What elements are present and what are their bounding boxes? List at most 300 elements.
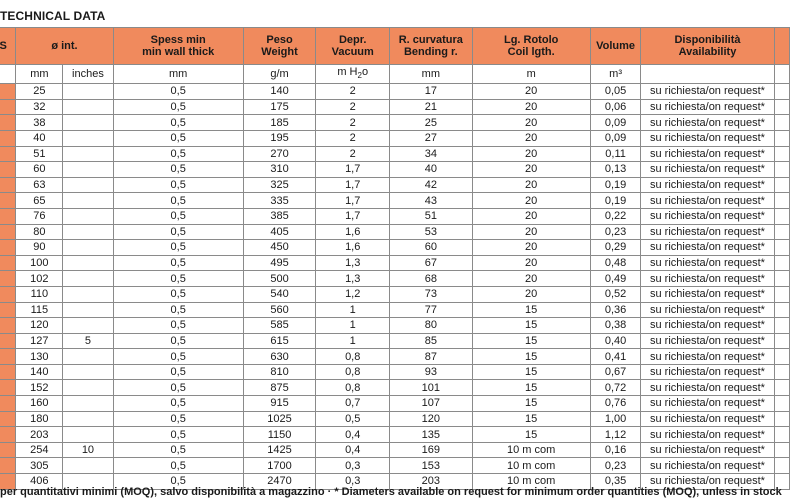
table-cell: 0,67 [590, 364, 641, 380]
table-cell: 0,3 [316, 474, 390, 490]
table-cell: 203 [390, 474, 472, 490]
table-cell: 40 [390, 162, 472, 178]
table-cell: 1,7 [316, 177, 390, 193]
unit-cell: g/m [243, 65, 315, 84]
row-marker-cell [0, 99, 16, 115]
table-cell: 135 [390, 427, 472, 443]
table-cell: 325 [243, 177, 315, 193]
table-cell: 153 [390, 458, 472, 474]
table-cell: 450 [243, 240, 315, 256]
row-marker-cell [0, 240, 16, 256]
table-cell: 0,5 [113, 271, 243, 287]
table-row [0, 458, 790, 474]
table-body [0, 84, 790, 489]
table-cell [774, 427, 789, 443]
table-cell: 115 [16, 302, 63, 318]
table-cell: 90 [16, 240, 63, 256]
table-cell: 0,5 [113, 458, 243, 474]
header-cell: ø int. [16, 28, 113, 65]
table-cell [63, 162, 113, 178]
table-cell [63, 271, 113, 287]
table-cell: 305 [16, 458, 63, 474]
table-cell [774, 130, 789, 146]
table-cell: 585 [243, 318, 315, 334]
table-cell: su richiesta/on request* [641, 115, 774, 131]
table-cell [63, 130, 113, 146]
table-cell: 1025 [243, 411, 315, 427]
table-row [0, 380, 790, 396]
table-cell: 0,7 [316, 396, 390, 412]
table-cell: su richiesta/on request* [641, 177, 774, 193]
table-cell [63, 208, 113, 224]
unit-cell: m³ [590, 65, 641, 84]
row-marker-cell [0, 411, 16, 427]
table-cell [774, 349, 789, 365]
table-cell: 540 [243, 286, 315, 302]
row-marker-cell [0, 193, 16, 209]
table-row [0, 349, 790, 365]
table-cell: 101 [390, 380, 472, 396]
table-cell [63, 380, 113, 396]
table-cell: 15 [472, 318, 590, 334]
table-cell: 0,8 [316, 364, 390, 380]
table-cell: su richiesta/on request* [641, 130, 774, 146]
row-marker-cell [0, 286, 16, 302]
table-cell: 60 [390, 240, 472, 256]
table-cell: 1,3 [316, 255, 390, 271]
table-cell: 406 [16, 474, 63, 490]
table-cell: 0,5 [113, 255, 243, 271]
table-cell: 20 [472, 130, 590, 146]
table-cell: 20 [472, 146, 590, 162]
row-marker-cell [0, 177, 16, 193]
row-marker-cell [0, 442, 16, 458]
table-cell: 2 [316, 130, 390, 146]
table-cell: 1,7 [316, 193, 390, 209]
table-cell: 810 [243, 364, 315, 380]
footnote: per quantitativi minimi (MOQ), salvo disponibilità a magazzino · * Diameters available on request for minimum order quantities (MOQ), unless in stock [0, 486, 782, 498]
table-cell: 152 [16, 380, 63, 396]
row-marker-cell [0, 130, 16, 146]
unit-cell: mm [113, 65, 243, 84]
row-marker-cell [0, 349, 16, 365]
table-row [0, 411, 790, 427]
table-cell: 1 [316, 318, 390, 334]
table-cell: 0,19 [590, 193, 641, 209]
row-marker-cell [0, 427, 16, 443]
table-cell: 405 [243, 224, 315, 240]
table-cell: 495 [243, 255, 315, 271]
row-marker-cell [0, 115, 16, 131]
table-cell [63, 224, 113, 240]
row-marker-cell [0, 146, 16, 162]
row-marker-cell [0, 162, 16, 178]
table-row [0, 302, 790, 318]
table-cell: 0,5 [316, 411, 390, 427]
table-cell: 0,22 [590, 208, 641, 224]
table-cell: su richiesta/on request* [641, 271, 774, 287]
table-cell: 1,2 [316, 286, 390, 302]
row-marker-cell [0, 333, 16, 349]
header-cell: Disponibilità Availability [641, 28, 774, 65]
table-cell: 0,5 [113, 130, 243, 146]
row-marker-cell [0, 380, 16, 396]
table-cell: 0,40 [590, 333, 641, 349]
table-cell [63, 115, 113, 131]
table-cell: 1,7 [316, 208, 390, 224]
table-cell: 10 [63, 442, 113, 458]
table-cell: 500 [243, 271, 315, 287]
header-cell: Volume [590, 28, 641, 65]
row-marker-cell [0, 84, 16, 100]
table-cell: 0,5 [113, 115, 243, 131]
table-cell: 60 [16, 162, 63, 178]
row-marker-cell [0, 364, 16, 380]
table-cell: 185 [243, 115, 315, 131]
table-cell: 0,05 [590, 84, 641, 100]
table-cell: su richiesta/on request* [641, 224, 774, 240]
table-cell: 0,52 [590, 286, 641, 302]
table-cell: 15 [472, 411, 590, 427]
table-cell: 1,6 [316, 224, 390, 240]
table-cell [63, 84, 113, 100]
table-cell: 20 [472, 224, 590, 240]
table-row [0, 146, 790, 162]
table-cell: 120 [16, 318, 63, 334]
table-cell: su richiesta/on request* [641, 380, 774, 396]
table-cell [63, 240, 113, 256]
table-cell: 10 m com [472, 458, 590, 474]
table-cell [63, 427, 113, 443]
row-marker-cell [0, 271, 16, 287]
table-cell: 0,4 [316, 427, 390, 443]
row-marker-cell [0, 255, 16, 271]
table-cell: 42 [390, 177, 472, 193]
table-cell: 335 [243, 193, 315, 209]
table-cell: 15 [472, 380, 590, 396]
unit-cell: m [472, 65, 590, 84]
unit-cell: inches [63, 65, 113, 84]
table-cell: 15 [472, 396, 590, 412]
table-cell: 0,5 [113, 364, 243, 380]
table-cell: 1,7 [316, 162, 390, 178]
table-cell: su richiesta/on request* [641, 427, 774, 443]
table-cell: 80 [16, 224, 63, 240]
table-cell: 20 [472, 193, 590, 209]
table-cell: 0,5 [113, 333, 243, 349]
table-cell [774, 208, 789, 224]
table-cell [774, 99, 789, 115]
table-cell [774, 442, 789, 458]
unit-cell: mm [16, 65, 63, 84]
table-cell: 0,41 [590, 349, 641, 365]
table-row [0, 333, 790, 349]
table-cell [63, 364, 113, 380]
table-cell: 0,49 [590, 271, 641, 287]
table-cell: 0,09 [590, 115, 641, 131]
row-marker-cell [0, 302, 16, 318]
table-cell: 915 [243, 396, 315, 412]
table-row [0, 208, 790, 224]
table-cell: 0,09 [590, 130, 641, 146]
table-cell: 175 [243, 99, 315, 115]
table-cell: 15 [472, 364, 590, 380]
table-cell: 0,11 [590, 146, 641, 162]
table-cell: 20 [472, 286, 590, 302]
table-cell: 1,00 [590, 411, 641, 427]
table-cell: 0,5 [113, 380, 243, 396]
table-cell [63, 411, 113, 427]
table-row [0, 271, 790, 287]
table-cell: 120 [390, 411, 472, 427]
table-cell: 15 [472, 349, 590, 365]
table-row [0, 130, 790, 146]
table-cell: 203 [16, 427, 63, 443]
table-cell [63, 193, 113, 209]
table-cell: 51 [16, 146, 63, 162]
table-cell: su richiesta/on request* [641, 411, 774, 427]
table-cell [774, 286, 789, 302]
table-cell: 20 [472, 208, 590, 224]
unit-cell: mm [390, 65, 472, 84]
table-cell [63, 318, 113, 334]
table-cell: su richiesta/on request* [641, 349, 774, 365]
header-cell: Lg. Rotolo Coil lgth. [472, 28, 590, 65]
header-cell: R. curvatura Bending r. [390, 28, 472, 65]
table-cell: 53 [390, 224, 472, 240]
table-cell [774, 177, 789, 193]
table-cell [774, 193, 789, 209]
table-cell: 310 [243, 162, 315, 178]
table-cell: 0,5 [113, 162, 243, 178]
table-cell: su richiesta/on request* [641, 318, 774, 334]
table-cell: 77 [390, 302, 472, 318]
table-cell: 34 [390, 146, 472, 162]
table-cell: 130 [16, 349, 63, 365]
table-cell: 0,5 [113, 146, 243, 162]
table-row [0, 442, 790, 458]
row-marker-cell [0, 458, 16, 474]
table-cell: 20 [472, 177, 590, 193]
table-cell: 65 [16, 193, 63, 209]
table-cell: 0,8 [316, 349, 390, 365]
table-cell: 0,38 [590, 318, 641, 334]
table-cell: 0,5 [113, 99, 243, 115]
table-cell [63, 99, 113, 115]
unit-cell: m $H_2o$ [316, 65, 390, 84]
table-cell [774, 333, 789, 349]
table-cell: 2 [316, 146, 390, 162]
table-cell: 0,5 [113, 427, 243, 443]
header-cell: Peso Weight [243, 28, 315, 65]
table-cell [63, 302, 113, 318]
table-cell: 2 [316, 115, 390, 131]
table-cell: 1 [316, 302, 390, 318]
table-cell: su richiesta/on request* [641, 99, 774, 115]
table-row [0, 84, 790, 100]
header-row [0, 28, 790, 65]
table-cell: 20 [472, 99, 590, 115]
table-cell: 1425 [243, 442, 315, 458]
table-cell: 51 [390, 208, 472, 224]
table-cell: 5 [63, 333, 113, 349]
table-cell: 1,6 [316, 240, 390, 256]
table-cell: 21 [390, 99, 472, 115]
table-row [0, 177, 790, 193]
table-cell: 0,48 [590, 255, 641, 271]
table-cell: 0,5 [113, 193, 243, 209]
table-cell: 0,36 [590, 302, 641, 318]
header-cell: Depr. Vacuum [316, 28, 390, 65]
table-cell: su richiesta/on request* [641, 396, 774, 412]
table-cell: 0,29 [590, 240, 641, 256]
technical-data-table [0, 27, 790, 490]
table-cell: 1,12 [590, 427, 641, 443]
table-cell: 80 [390, 318, 472, 334]
table-cell: 0,5 [113, 411, 243, 427]
table-cell: 1,3 [316, 271, 390, 287]
table-cell [63, 146, 113, 162]
table-cell: 93 [390, 364, 472, 380]
table-cell: su richiesta/on request* [641, 474, 774, 490]
table-row [0, 224, 790, 240]
table-cell: su richiesta/on request* [641, 286, 774, 302]
table-cell [774, 115, 789, 131]
table-cell: 2470 [243, 474, 315, 490]
table-cell: 615 [243, 333, 315, 349]
table-row [0, 318, 790, 334]
table-cell: 630 [243, 349, 315, 365]
table-cell: su richiesta/on request* [641, 302, 774, 318]
row-marker-cell [0, 396, 16, 412]
table-cell: 0,76 [590, 396, 641, 412]
table-row [0, 115, 790, 131]
table-cell: 180 [16, 411, 63, 427]
table-cell: 0,5 [113, 349, 243, 365]
table-cell: su richiesta/on request* [641, 84, 774, 100]
table-cell [774, 302, 789, 318]
table-cell: su richiesta/on request* [641, 333, 774, 349]
table-cell: 110 [16, 286, 63, 302]
table-cell: 76 [16, 208, 63, 224]
table-cell [774, 318, 789, 334]
header-cell: Spess min min wall thick [113, 28, 243, 65]
table-cell [774, 380, 789, 396]
table-cell: 20 [472, 84, 590, 100]
unit-cell [0, 65, 16, 84]
table-cell: 20 [472, 162, 590, 178]
table-cell: 68 [390, 271, 472, 287]
table-cell: 0,8 [316, 380, 390, 396]
table-cell [63, 255, 113, 271]
table-cell: 43 [390, 193, 472, 209]
header-cell: S [0, 28, 16, 65]
row-marker-cell [0, 224, 16, 240]
table-cell: 67 [390, 255, 472, 271]
table-cell: 2 [316, 84, 390, 100]
table-cell [774, 162, 789, 178]
table-row [0, 193, 790, 209]
table-cell: su richiesta/on request* [641, 146, 774, 162]
table-cell: 0,5 [113, 84, 243, 100]
table-cell [774, 84, 789, 100]
table-cell: 10 m com [472, 442, 590, 458]
table-cell [774, 255, 789, 271]
table-cell: 0,06 [590, 99, 641, 115]
table-cell [63, 349, 113, 365]
table-cell: 0,5 [113, 474, 243, 490]
row-marker-cell [0, 318, 16, 334]
table-cell: 25 [16, 84, 63, 100]
row-marker-cell [0, 208, 16, 224]
table-cell: 1700 [243, 458, 315, 474]
header-cell [774, 28, 789, 65]
table-cell: 0,5 [113, 224, 243, 240]
table-cell: 107 [390, 396, 472, 412]
table-cell: su richiesta/on request* [641, 255, 774, 271]
table-cell: 10 m com [472, 474, 590, 490]
table-row [0, 162, 790, 178]
table-cell [774, 146, 789, 162]
table-row [0, 286, 790, 302]
table-cell: 0,35 [590, 474, 641, 490]
table-cell [774, 271, 789, 287]
table-cell: 0,3 [316, 458, 390, 474]
table-cell: su richiesta/on request* [641, 162, 774, 178]
table-cell: 0,23 [590, 224, 641, 240]
table-cell: 0,23 [590, 458, 641, 474]
table-cell: 87 [390, 349, 472, 365]
table-cell: 15 [472, 302, 590, 318]
table-row [0, 427, 790, 443]
table-cell [63, 286, 113, 302]
table-row [0, 364, 790, 380]
table-cell: 0,13 [590, 162, 641, 178]
table-cell: 63 [16, 177, 63, 193]
table-cell: 27 [390, 130, 472, 146]
table-cell: 15 [472, 427, 590, 443]
table-cell: 140 [16, 364, 63, 380]
table-row [0, 255, 790, 271]
table-cell [774, 411, 789, 427]
unit-cell [641, 65, 774, 84]
table-cell: 875 [243, 380, 315, 396]
table-cell: 169 [390, 442, 472, 458]
table-cell: 17 [390, 84, 472, 100]
table-cell [774, 396, 789, 412]
table-cell [63, 396, 113, 412]
table-cell [63, 458, 113, 474]
table-cell: 2 [316, 99, 390, 115]
table-cell: 1150 [243, 427, 315, 443]
table-cell: 102 [16, 271, 63, 287]
table-cell: 100 [16, 255, 63, 271]
units-row [0, 65, 790, 84]
table-cell: 40 [16, 130, 63, 146]
table-cell: 32 [16, 99, 63, 115]
table-cell: 0,5 [113, 442, 243, 458]
table-cell: su richiesta/on request* [641, 208, 774, 224]
table-cell: su richiesta/on request* [641, 240, 774, 256]
unit-cell [774, 65, 789, 84]
table-cell: 0,5 [113, 396, 243, 412]
table-row [0, 396, 790, 412]
table-row [0, 99, 790, 115]
table-cell [774, 240, 789, 256]
table-cell: 0,5 [113, 208, 243, 224]
table-cell: 0,4 [316, 442, 390, 458]
table-cell: su richiesta/on request* [641, 458, 774, 474]
